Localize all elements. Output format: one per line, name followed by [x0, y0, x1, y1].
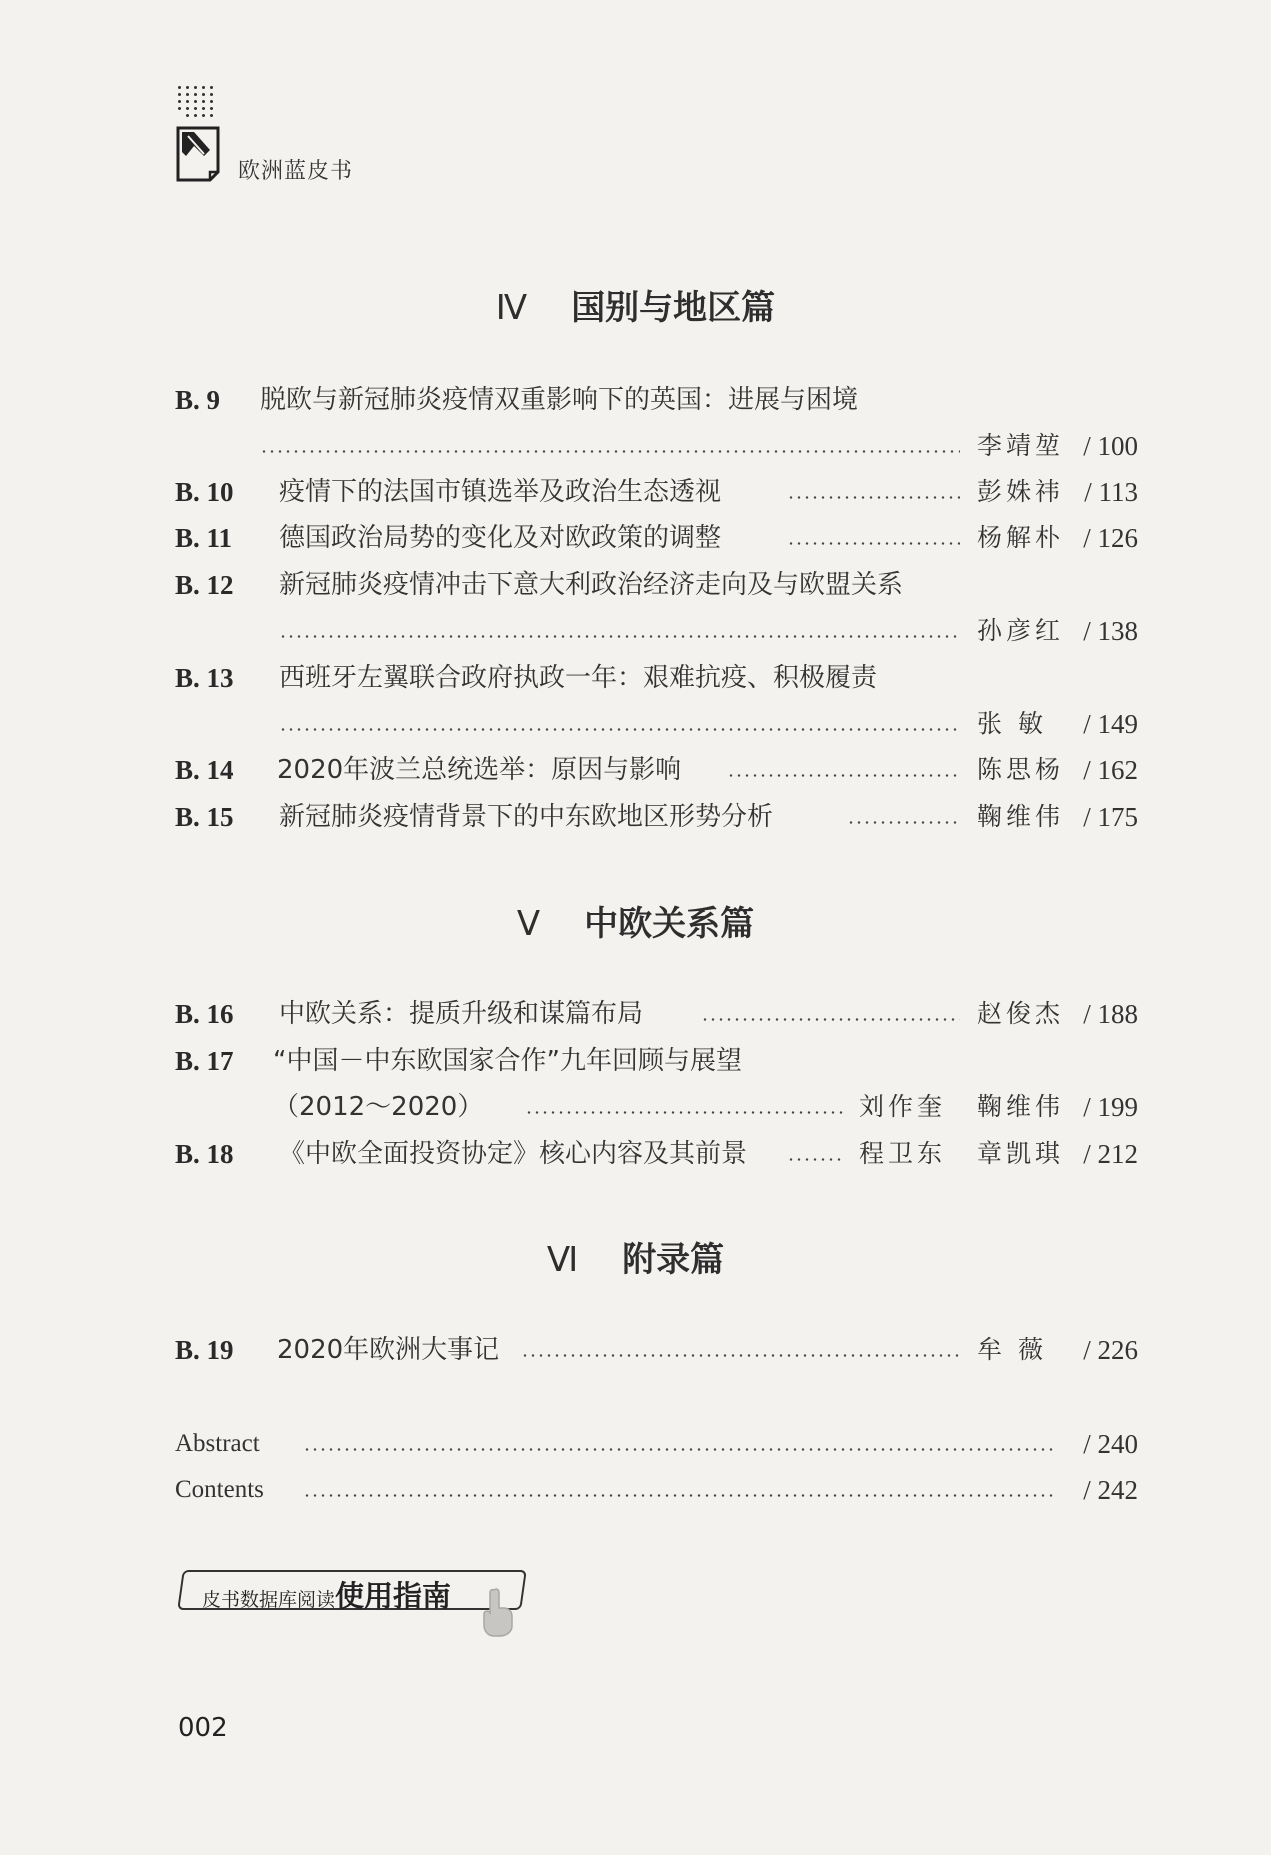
entry-code: B. 19	[175, 1335, 234, 1365]
entry-page: / 149	[1083, 709, 1138, 739]
dot-leader	[847, 821, 960, 824]
toc-entry-b18[interactable]	[175, 1136, 1138, 1172]
decoration-dot	[194, 114, 197, 117]
dot-leader	[787, 542, 960, 545]
decoration-dot	[210, 114, 213, 117]
entry-author: 赵俊杰	[977, 999, 1065, 1028]
entry-code: B. 15	[175, 802, 234, 832]
entry-page: / 199	[1083, 1092, 1138, 1122]
decoration-dot	[178, 107, 181, 110]
entry-page: / 242	[1083, 1475, 1138, 1505]
section-number: Ⅳ	[495, 289, 528, 327]
entry-author: 章凯琪	[977, 1139, 1065, 1168]
decoration-dot	[210, 107, 213, 110]
decoration-dot	[202, 114, 205, 117]
toc-entry-b12-leader	[175, 613, 1138, 649]
decoration-dot	[186, 100, 189, 103]
entry-author: 陈思杨	[977, 755, 1065, 784]
entry-page: / 162	[1083, 755, 1138, 785]
entry-author: 杨解朴	[977, 523, 1065, 552]
decoration-dot	[202, 93, 205, 96]
toc-entry-b16[interactable]	[175, 996, 1138, 1032]
entry-title: “中国－中东欧国家合作”九年回顾与展望	[273, 1046, 742, 1076]
entry-code: B. 17	[175, 1046, 234, 1076]
decoration-dot	[210, 86, 213, 89]
dot-leader	[279, 635, 960, 638]
header-dots-decoration	[178, 86, 220, 122]
entry-page: / 126	[1083, 523, 1138, 553]
entry-title: 脱欧与新冠肺炎疫情双重影响下的英国：进展与困境	[260, 385, 859, 415]
entry-code: B. 11	[175, 523, 233, 553]
entry-page: / 113	[1084, 477, 1138, 507]
decoration-dot	[202, 100, 205, 103]
toc-entry-b12[interactable]	[175, 567, 1138, 603]
dot-leader	[525, 1111, 843, 1114]
toc-entry-b10[interactable]	[175, 474, 1138, 510]
section-name: 中欧关系篇	[584, 904, 755, 944]
entry-author-first: 刘作奎	[859, 1092, 947, 1121]
entry-title: 中欧关系：提质升级和谋篇布局	[279, 999, 644, 1029]
page-number: 002	[178, 1713, 228, 1743]
dot-leader	[787, 1158, 843, 1161]
entry-page: / 100	[1083, 431, 1138, 461]
dot-leader	[701, 1018, 960, 1021]
decoration-dot	[178, 93, 181, 96]
toc-entry-b13[interactable]	[175, 660, 1138, 696]
entry-title: 新冠肺炎疫情背景下的中东欧地区形势分析	[279, 802, 774, 832]
entry-page: / 240	[1083, 1429, 1138, 1459]
section-name: 附录篇	[622, 1240, 725, 1280]
entry-title: 《中欧全面投资协定》核心内容及其前景	[279, 1139, 748, 1169]
entry-page: / 138	[1083, 616, 1138, 646]
entry-title: 疫情下的法国市镇选举及政治生态透视	[279, 477, 722, 507]
section-number: Ⅴ	[516, 905, 541, 943]
entry-title: 2020年波兰总统选举：原因与影响	[277, 755, 682, 785]
dot-leader	[521, 1354, 960, 1357]
entry-code: B. 12	[175, 570, 234, 600]
guide-big-text: 使用指南	[335, 1579, 452, 1613]
decoration-dot	[194, 93, 197, 96]
decoration-dot	[194, 100, 197, 103]
toc-entry-b17[interactable]	[175, 1043, 1138, 1079]
header-title: 欧洲蓝皮书	[238, 159, 354, 184]
entry-title: Abstract	[175, 1430, 260, 1457]
entry-title: 德国政治局势的变化及对欧政策的调整	[279, 523, 722, 553]
entry-author: 孙彦红	[977, 616, 1065, 645]
entry-author: 牟 薇	[977, 1335, 1047, 1364]
guide-small-text: 皮书数据库阅读	[202, 1589, 336, 1611]
entry-title: 西班牙左翼联合政府执政一年：艰难抗疫、积极履责	[279, 663, 878, 693]
decoration-dot	[194, 107, 197, 110]
decoration-dot	[178, 86, 181, 89]
decoration-dot	[202, 107, 205, 110]
decoration-dot	[210, 100, 213, 103]
section-heading-v	[0, 896, 1271, 945]
toc-entry-b13-leader	[175, 706, 1138, 742]
toc-entry-b9-leader	[175, 428, 1138, 464]
entry-title: Contents	[175, 1476, 264, 1503]
database-guide-label[interactable]	[202, 1574, 451, 1615]
section-heading-vi	[0, 1232, 1271, 1281]
entry-author: 彭姝祎	[977, 477, 1065, 506]
entry-title: 新冠肺炎疫情冲击下意大利政治经济走向及与欧盟关系	[279, 570, 904, 600]
decoration-dot	[186, 114, 189, 117]
entry-page: / 212	[1083, 1139, 1138, 1169]
entry-code: B. 13	[175, 663, 234, 693]
dot-leader	[303, 1494, 1053, 1497]
toc-entry-contents[interactable]	[175, 1472, 1138, 1508]
dot-leader	[787, 496, 960, 499]
decoration-dot	[186, 107, 189, 110]
decoration-dot	[178, 100, 181, 103]
entry-code: B. 10	[175, 477, 234, 507]
entry-code: B. 18	[175, 1139, 234, 1169]
decoration-dot	[202, 86, 205, 89]
toc-entry-b17-cont	[175, 1089, 1138, 1125]
toc-entry-b9[interactable]	[175, 382, 1138, 418]
entry-title: 2020年欧洲大事记	[277, 1335, 500, 1365]
decoration-dot	[186, 93, 189, 96]
entry-code: B. 14	[175, 755, 234, 785]
entry-code: B. 16	[175, 999, 234, 1029]
entry-page: / 175	[1083, 802, 1138, 832]
entry-title-continued: （2012～2020）	[273, 1092, 484, 1122]
toc-entry-abstract[interactable]	[175, 1426, 1138, 1462]
decoration-dot	[194, 86, 197, 89]
pointing-hand-icon	[478, 1588, 518, 1638]
book-icon	[174, 124, 226, 188]
entry-author-first: 程卫东	[859, 1139, 947, 1168]
entry-code: B. 9	[175, 385, 221, 415]
entry-author: 鞠维伟	[977, 1092, 1065, 1121]
toc-entry-b19[interactable]	[175, 1332, 1138, 1368]
decoration-dot	[186, 86, 189, 89]
entry-page: / 188	[1083, 999, 1138, 1029]
entry-author: 鞠维伟	[977, 802, 1065, 831]
entry-author: 李靖堃	[977, 431, 1065, 460]
section-number: Ⅵ	[546, 1241, 579, 1279]
dot-leader	[260, 450, 960, 453]
section-name: 国别与地区篇	[571, 288, 776, 328]
entry-page: / 226	[1083, 1335, 1138, 1365]
dot-leader	[727, 774, 960, 777]
toc-entry-b11[interactable]	[175, 520, 1138, 556]
dot-leader	[303, 1448, 1053, 1451]
section-heading-iv	[0, 280, 1271, 329]
decoration-dot	[210, 93, 213, 96]
dot-leader	[279, 728, 960, 731]
toc-entry-b14[interactable]	[175, 752, 1138, 788]
toc-entry-b15[interactable]	[175, 799, 1138, 835]
entry-author: 张 敏	[977, 709, 1047, 738]
